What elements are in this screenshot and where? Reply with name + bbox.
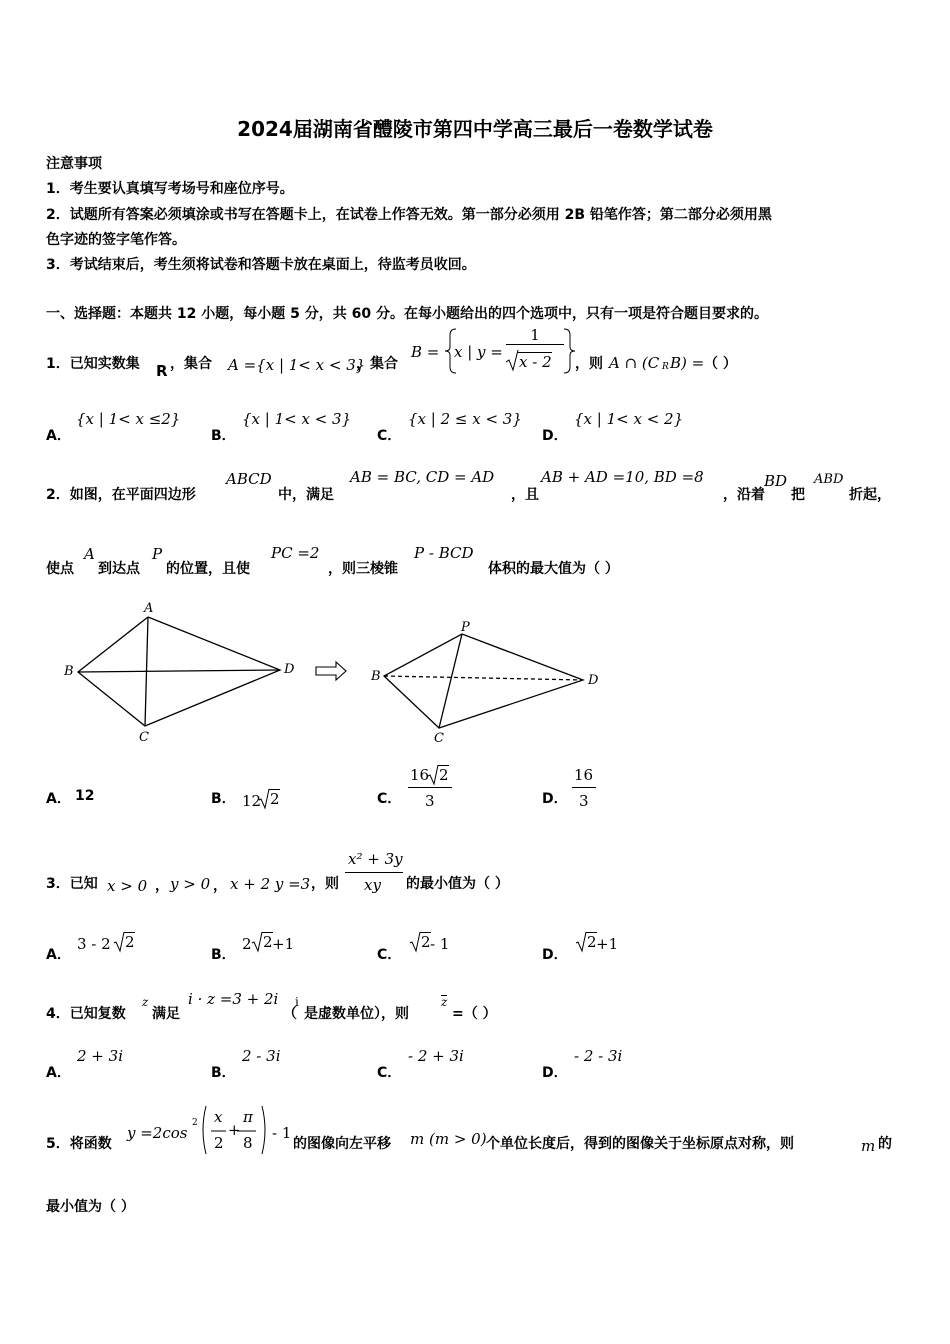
page-title: 2024届湖南省醴陵市第四中学高三最后一卷数学试卷 xyxy=(237,117,713,141)
q4-text-1: 4．已知复数 xyxy=(46,1006,126,1022)
q2-text-8: 到达点 xyxy=(98,561,140,577)
q4-option-c: - 2 + 3i xyxy=(408,1047,464,1065)
q2-text-7: 使点 xyxy=(46,561,74,577)
q1-frac-den: x - 2 xyxy=(519,353,552,371)
q3-option-b-post: +1 xyxy=(272,935,295,953)
q5-text-4: 的 xyxy=(878,1136,892,1152)
q2-figure xyxy=(55,600,615,750)
q3-option-label-b: B． xyxy=(211,947,236,963)
q5-frac2-num: π xyxy=(243,1108,253,1126)
q1-option-label-a: A． xyxy=(46,428,71,444)
q1-frac-num: 1 xyxy=(506,326,564,345)
q1-option-b: {x | 1< x < 3} xyxy=(242,410,352,428)
q3-text-1: 3．已知 xyxy=(46,876,98,892)
q3-frac-num: x² + 3y xyxy=(348,850,403,868)
q2-math-8: PC =2 xyxy=(271,544,320,562)
q3-math-2: y > 0 xyxy=(170,875,211,893)
figure-right-tetrahedron xyxy=(384,634,583,728)
q2-text-10: ，则三棱锥 xyxy=(328,561,398,577)
q1-set-B-cond: x | y = xyxy=(454,343,503,361)
notice-item-2-cont: 色字迹的签字笔作答。 xyxy=(46,232,186,248)
q2-math-3: AB + AD =10, BD =8 xyxy=(541,468,704,486)
q4-text-4: 是虚数单位），则 xyxy=(304,1006,409,1022)
q3-option-label-a: A． xyxy=(46,947,71,963)
q1-option-d: {x | 1< x < 2} xyxy=(574,410,684,428)
q5-plus: + xyxy=(228,1121,241,1139)
q4-option-b: 2 - 3i xyxy=(242,1047,281,1065)
q2-math-7: P xyxy=(152,545,163,563)
q2-option-d-den: 3 xyxy=(579,792,589,810)
q1-text-1: 1．已知实数集 xyxy=(46,356,140,372)
q2-option-b-coef: 12 xyxy=(242,792,262,810)
q3-text-2: ，则 xyxy=(311,876,339,892)
q5-text-3: 个单位长度后，得到的图像关于坐标原点对称，则 xyxy=(486,1136,794,1152)
q3-option-label-c: C． xyxy=(377,947,402,963)
notice-item-1: 1．考生要认真填写考场号和座位序号。 xyxy=(46,181,294,197)
q4-option-label-c: C． xyxy=(377,1065,402,1081)
q2-option-label-b: B． xyxy=(211,791,236,807)
q5-text-2: 的图像向左平移 xyxy=(293,1136,391,1152)
q3-comma-2: ， xyxy=(213,878,227,894)
q2-math-6: A xyxy=(84,545,95,563)
q1-option-c: {x | 2 ≤ x < 3} xyxy=(408,410,522,428)
q4-text-3: （ xyxy=(283,1006,297,1022)
fig-right-label-D: D xyxy=(588,673,599,688)
q2-option-c-bar xyxy=(408,787,452,788)
q3-frac-bar xyxy=(345,872,403,873)
q2-option-label-c: C． xyxy=(377,791,402,807)
figure-left-quadrilateral xyxy=(78,617,280,726)
q5-sup: 2 xyxy=(192,1118,198,1128)
q2-text-2: 中，满足 xyxy=(278,487,334,503)
q4-option-label-d: D． xyxy=(542,1065,568,1081)
q1-expr: A ∩ (C xyxy=(609,354,660,372)
q3-option-label-d: D． xyxy=(542,947,568,963)
q4-option-label-b: B． xyxy=(211,1065,236,1081)
q5-text-1: 5．将函数 xyxy=(46,1136,112,1152)
q2-option-c-den: 3 xyxy=(425,792,435,810)
q1-text-2: ，集合 xyxy=(170,356,212,372)
q1-expr-sub: R xyxy=(662,362,669,372)
q3-comma-1: ， xyxy=(155,878,169,894)
q1-sqrt-sign xyxy=(505,349,519,373)
q4-option-a: 2 + 3i xyxy=(77,1047,123,1065)
q1-text-4: ，则 xyxy=(575,356,603,372)
q2-option-label-a: A． xyxy=(46,791,71,807)
q1-option-a: {x | 1< x ≤2} xyxy=(76,410,181,428)
q3-option-c-rad: 2 xyxy=(421,933,431,951)
q5-frac1-num: x xyxy=(214,1108,223,1126)
fig-left-label-D: D xyxy=(284,662,295,677)
q2-option-d-bar xyxy=(572,787,596,788)
q2-option-c-num: 16 xyxy=(410,766,430,784)
q4-text-2: 满足 xyxy=(152,1006,180,1022)
fig-left-label-B: B xyxy=(64,664,74,679)
q3-math-3: x + 2 y =3 xyxy=(230,875,311,893)
q2-math-9: P - BCD xyxy=(414,544,474,562)
q3-option-b-pre: 2 xyxy=(242,935,252,953)
q3-option-d-rad: 2 xyxy=(587,933,597,951)
q5-math-3: m (m > 0) xyxy=(410,1130,487,1148)
q2-text-3: ，且 xyxy=(511,487,539,503)
q2-option-d-num: 16 xyxy=(574,766,594,784)
fig-right-label-P: P xyxy=(461,620,470,635)
q2-option-c-rad: 2 xyxy=(439,766,449,784)
q3-math-1: x > 0 xyxy=(107,877,148,895)
q1-expr-2: B) = xyxy=(670,354,705,372)
q2-math-4: BD xyxy=(764,472,788,490)
q1-R: R xyxy=(156,362,168,380)
q4-math-1: i · z =3 + 2i xyxy=(188,990,279,1008)
q2-option-a: 12 xyxy=(75,788,95,804)
q2-text-11: 体积的最大值为（ ） xyxy=(488,561,619,577)
q3-option-d-post: +1 xyxy=(596,935,619,953)
q3-option-b-rad: 2 xyxy=(263,933,273,951)
q2-math-2: AB = BC, CD = AD xyxy=(350,468,495,486)
q5-frac2-den: 8 xyxy=(243,1134,253,1152)
q1-option-label-b: B． xyxy=(211,428,236,444)
transform-arrow-icon xyxy=(316,662,346,680)
q5-text-5: 最小值为（ ） xyxy=(46,1199,135,1215)
q2-option-label-d: D． xyxy=(542,791,568,807)
fig-right-label-B: B xyxy=(371,669,381,684)
q4-option-label-a: A． xyxy=(46,1065,71,1081)
q4-i: i xyxy=(295,995,299,1009)
q1-option-label-c: C． xyxy=(377,428,402,444)
q2-math-5: ABD xyxy=(814,472,844,487)
q3-option-c-post: - 1 xyxy=(430,935,450,953)
q5-math-2: - 1 xyxy=(272,1124,292,1142)
q2-text-4: ，沿着 xyxy=(723,487,765,503)
notice-item-3: 3．考试结束后，考生须将试卷和答题卡放在桌面上，待监考员收回。 xyxy=(46,257,476,273)
q3-option-a-pre: 3 - 2 xyxy=(77,935,111,953)
q1-text-3: ，集合 xyxy=(356,356,398,372)
fig-left-label-A: A xyxy=(144,601,154,616)
q4-z-bar: z xyxy=(441,995,448,1009)
q4-z: z xyxy=(142,995,149,1009)
q2-math-1: ABCD xyxy=(226,470,272,488)
q1-paren: （ ） xyxy=(704,356,737,372)
q2-text-9: 的位置，且使 xyxy=(166,561,250,577)
q3-option-a-rad: 2 xyxy=(125,933,135,951)
q1-set-B-lhs: B = xyxy=(411,343,440,361)
q4-option-d: - 2 - 3i xyxy=(574,1047,623,1065)
q1-set-A: A ={x | 1< x < 3} xyxy=(228,356,366,374)
q2-text-6: 折起， xyxy=(849,487,891,503)
q5-math-1: y =2cos xyxy=(127,1124,188,1142)
fig-left-label-C: C xyxy=(139,730,149,745)
q3-frac-den: xy xyxy=(364,876,381,894)
notice-heading: 注意事项 xyxy=(46,156,102,172)
q4-text-5: =（ ） xyxy=(452,1006,497,1022)
q1-option-label-d: D． xyxy=(542,428,568,444)
q2-text-5: 把 xyxy=(791,487,805,503)
section-heading: 一、选择题：本题共 12 小题，每小题 5 分，共 60 分。在每小题给出的四个选项中，只有一项是符合题目要求的。 xyxy=(46,306,768,322)
q5-frac1-den: 2 xyxy=(214,1134,224,1152)
notice-item-2: 2．试题所有答案必须填涂或书写在答题卡上，在试卷上作答无效。第一部分必须用 2B 铅笔作答；第二部分必须用黑 xyxy=(46,207,772,223)
q2-option-b-rad: 2 xyxy=(270,790,280,808)
q5-math-4: m xyxy=(861,1137,876,1155)
fig-right-label-C: C xyxy=(434,731,444,746)
q3-text-3: 的最小值为（ ） xyxy=(406,876,509,892)
q2-text-1: 2．如图，在平面四边形 xyxy=(46,487,196,503)
